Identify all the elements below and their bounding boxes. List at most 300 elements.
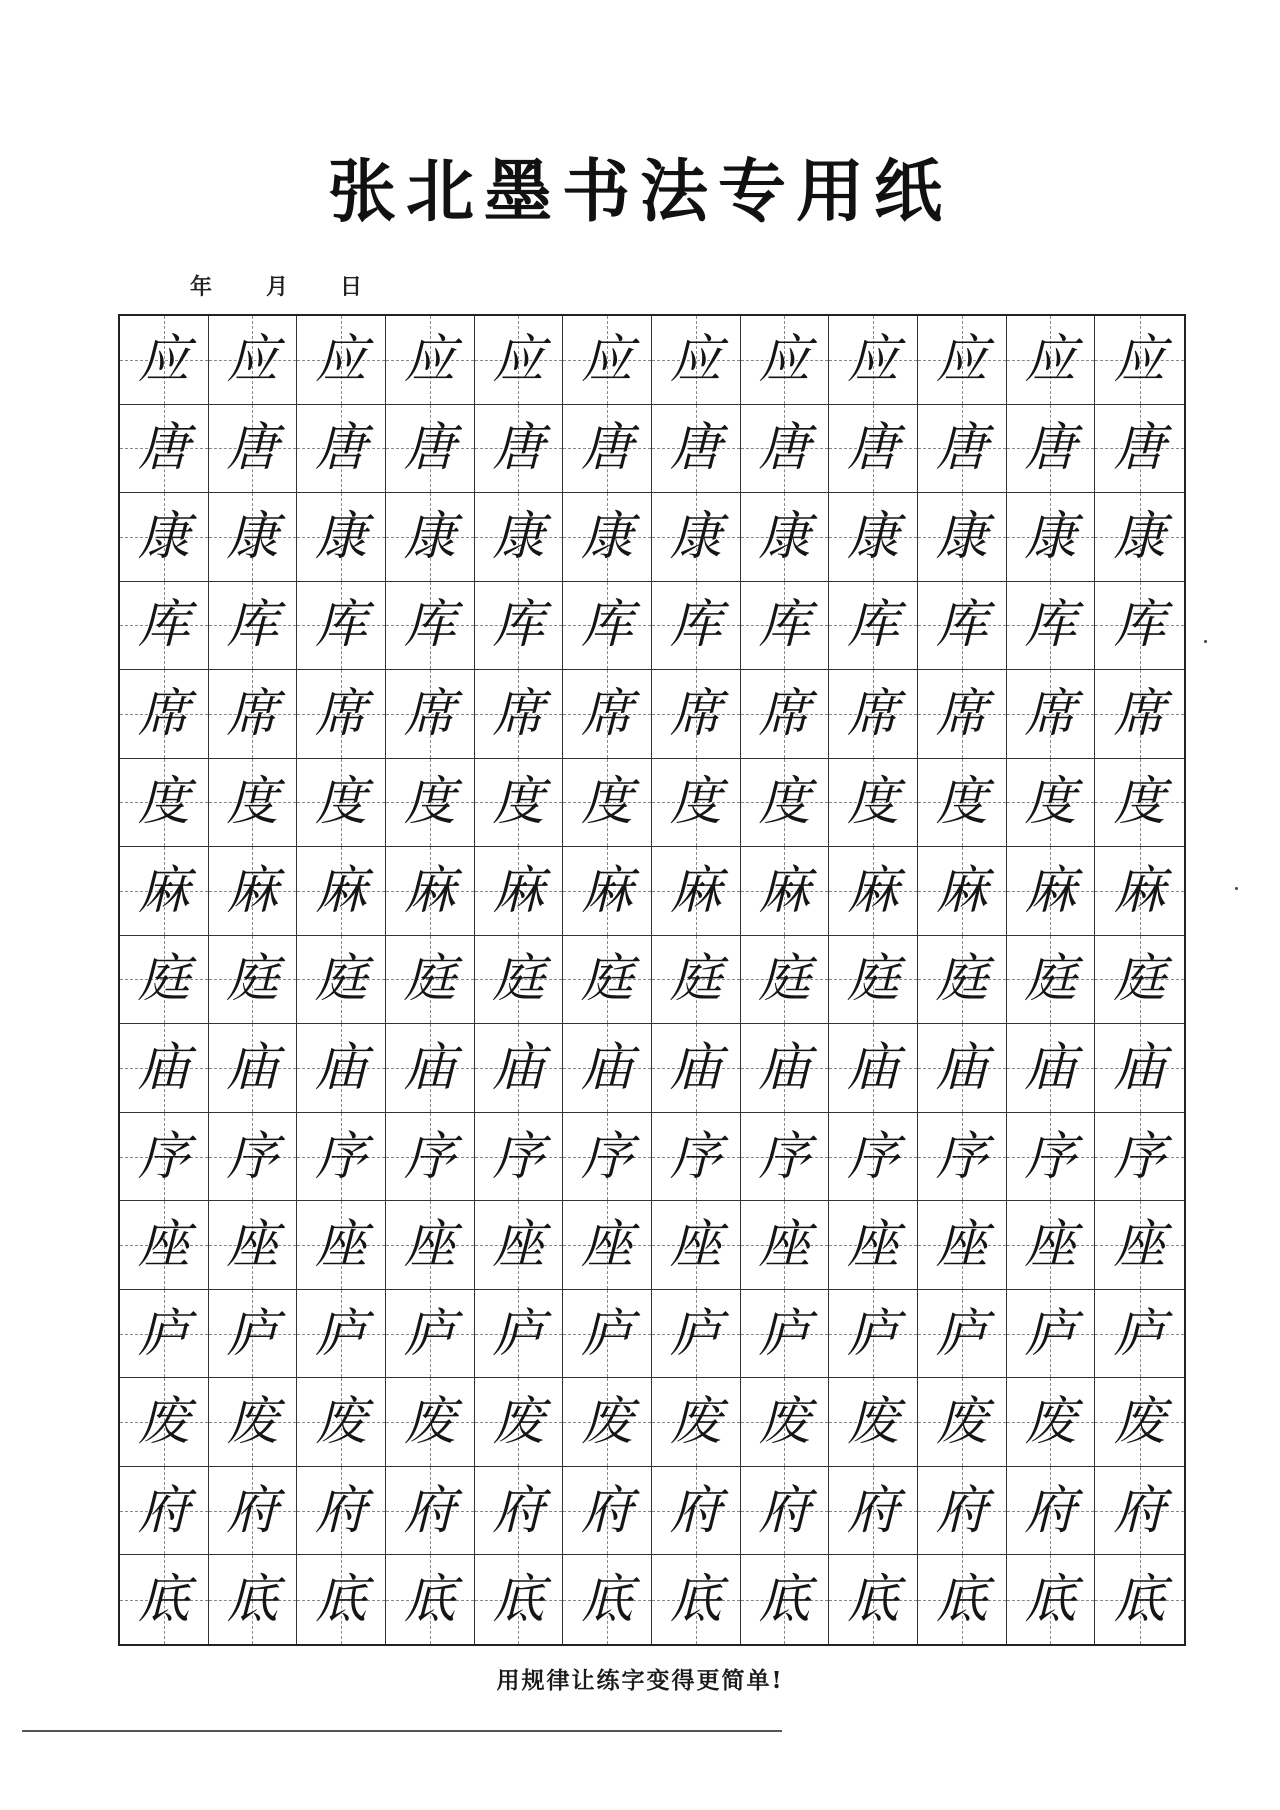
grid-cell — [563, 1201, 652, 1290]
grid-cell — [120, 1024, 209, 1113]
practice-character: 庐 — [669, 1303, 722, 1364]
grid-cell — [120, 1201, 209, 1290]
grid-cell — [297, 316, 386, 405]
practice-character: 康 — [492, 506, 545, 567]
grid-cell — [741, 493, 830, 582]
grid-cell — [120, 582, 209, 671]
practice-character: 庐 — [226, 1303, 279, 1364]
grid-cell — [563, 759, 652, 848]
practice-character: 康 — [581, 506, 634, 567]
practice-character: 库 — [1113, 595, 1166, 656]
practice-character: 库 — [669, 595, 722, 656]
practice-character: 府 — [581, 1480, 634, 1541]
practice-character: 席 — [137, 683, 190, 744]
grid-cell — [120, 1113, 209, 1202]
practice-character: 庐 — [492, 1303, 545, 1364]
practice-character: 府 — [847, 1480, 900, 1541]
practice-character: 应 — [226, 329, 279, 390]
practice-character: 底 — [758, 1569, 811, 1630]
practice-character: 康 — [1113, 506, 1166, 567]
grid-cell — [1095, 936, 1184, 1025]
practice-character: 麻 — [137, 860, 190, 921]
practice-character: 康 — [669, 506, 722, 567]
practice-character: 康 — [847, 506, 900, 567]
practice-character: 序 — [935, 1126, 988, 1187]
grid-cell — [1095, 1113, 1184, 1202]
practice-character: 度 — [1024, 772, 1077, 833]
practice-character: 庐 — [1113, 1303, 1166, 1364]
practice-character: 座 — [1024, 1215, 1077, 1276]
practice-character: 度 — [137, 772, 190, 833]
grid-cell — [829, 582, 918, 671]
grid-cell — [475, 1555, 564, 1644]
grid-cell — [741, 1113, 830, 1202]
grid-cell — [563, 1290, 652, 1379]
practice-character: 庙 — [758, 1038, 811, 1099]
practice-character: 应 — [935, 329, 988, 390]
grid-cell — [563, 936, 652, 1025]
practice-character: 席 — [847, 683, 900, 744]
practice-character: 庭 — [758, 949, 811, 1010]
grid-cell — [652, 1555, 741, 1644]
grid-cell — [918, 847, 1007, 936]
practice-character: 府 — [226, 1480, 279, 1541]
practice-character: 庭 — [847, 949, 900, 1010]
practice-character: 应 — [669, 329, 722, 390]
practice-character: 康 — [315, 506, 368, 567]
grid-cell — [1007, 1378, 1096, 1467]
grid-cell — [741, 847, 830, 936]
grid-cell — [120, 493, 209, 582]
practice-character: 席 — [1113, 683, 1166, 744]
practice-character: 废 — [492, 1392, 545, 1453]
practice-character: 席 — [935, 683, 988, 744]
grid-cell — [563, 582, 652, 671]
practice-character: 府 — [315, 1480, 368, 1541]
grid-cell — [1095, 582, 1184, 671]
practice-character: 底 — [1113, 1569, 1166, 1630]
practice-character: 座 — [137, 1215, 190, 1276]
grid-cell — [918, 405, 1007, 494]
practice-character: 度 — [581, 772, 634, 833]
practice-character: 度 — [758, 772, 811, 833]
grid-cell — [386, 493, 475, 582]
grid-cell — [209, 316, 298, 405]
practice-character: 底 — [226, 1569, 279, 1630]
practice-character: 底 — [137, 1569, 190, 1630]
practice-character: 庐 — [581, 1303, 634, 1364]
practice-character: 度 — [226, 772, 279, 833]
practice-character: 席 — [403, 683, 456, 744]
grid-cell — [386, 670, 475, 759]
practice-character: 康 — [935, 506, 988, 567]
practice-character: 座 — [669, 1215, 722, 1276]
practice-character: 应 — [492, 329, 545, 390]
grid-cell — [386, 316, 475, 405]
grid-cell — [386, 1113, 475, 1202]
practice-character: 康 — [226, 506, 279, 567]
practice-character: 序 — [1113, 1126, 1166, 1187]
grid-cell — [475, 316, 564, 405]
grid-cell — [475, 582, 564, 671]
grid-cell — [829, 1024, 918, 1113]
practice-character: 庙 — [669, 1038, 722, 1099]
practice-character: 庭 — [403, 949, 456, 1010]
grid-cell — [563, 316, 652, 405]
practice-character: 库 — [492, 595, 545, 656]
grid-cell — [475, 759, 564, 848]
grid-cell — [120, 1555, 209, 1644]
practice-character: 康 — [403, 506, 456, 567]
practice-character: 座 — [315, 1215, 368, 1276]
grid-cell — [563, 405, 652, 494]
practice-character: 庐 — [758, 1303, 811, 1364]
grid-cell — [209, 759, 298, 848]
practice-character: 麻 — [581, 860, 634, 921]
grid-cell — [120, 759, 209, 848]
practice-character: 唐 — [315, 418, 368, 479]
practice-character: 唐 — [581, 418, 634, 479]
grid-cell — [741, 759, 830, 848]
practice-character: 府 — [403, 1480, 456, 1541]
grid-cell — [1007, 1467, 1096, 1556]
practice-grid — [118, 314, 1186, 1646]
grid-cell — [652, 936, 741, 1025]
grid-cell — [918, 1467, 1007, 1556]
practice-character: 席 — [315, 683, 368, 744]
practice-character: 库 — [403, 595, 456, 656]
grid-cell — [386, 1378, 475, 1467]
grid-cell — [209, 1113, 298, 1202]
scan-speck — [1204, 640, 1207, 643]
grid-cell — [829, 493, 918, 582]
grid-cell — [297, 1290, 386, 1379]
practice-character: 麻 — [403, 860, 456, 921]
grid-cell — [652, 759, 741, 848]
grid-cell — [209, 847, 298, 936]
practice-character: 废 — [1113, 1392, 1166, 1453]
grid-cell — [209, 1555, 298, 1644]
grid-cell — [209, 1290, 298, 1379]
grid-cell — [652, 405, 741, 494]
practice-character: 庐 — [847, 1303, 900, 1364]
practice-character: 庐 — [403, 1303, 456, 1364]
practice-character: 度 — [403, 772, 456, 833]
practice-character: 庭 — [669, 949, 722, 1010]
grid-cell — [1095, 493, 1184, 582]
grid-cell — [297, 1467, 386, 1556]
grid-cell — [563, 1024, 652, 1113]
grid-cell — [918, 582, 1007, 671]
grid-cell — [209, 1378, 298, 1467]
practice-character: 麻 — [758, 860, 811, 921]
grid-cell — [1007, 316, 1096, 405]
grid-cell — [918, 1378, 1007, 1467]
grid-cell — [741, 1290, 830, 1379]
practice-character: 座 — [403, 1215, 456, 1276]
practice-character: 底 — [935, 1569, 988, 1630]
practice-character: 唐 — [935, 418, 988, 479]
practice-character: 唐 — [1024, 418, 1077, 479]
practice-character: 麻 — [935, 860, 988, 921]
grid-cell — [475, 1290, 564, 1379]
grid-cell — [1095, 316, 1184, 405]
practice-character: 唐 — [226, 418, 279, 479]
grid-cell — [652, 1467, 741, 1556]
grid-cell — [209, 936, 298, 1025]
practice-character: 庙 — [1024, 1038, 1077, 1099]
practice-character: 席 — [758, 683, 811, 744]
grid-cell — [1007, 582, 1096, 671]
date-year-label: 年 — [190, 274, 213, 300]
practice-character: 康 — [758, 506, 811, 567]
grid-cell — [386, 936, 475, 1025]
grid-cell — [386, 582, 475, 671]
grid-cell — [563, 670, 652, 759]
practice-character: 库 — [847, 595, 900, 656]
grid-cell — [829, 1378, 918, 1467]
practice-character: 府 — [1024, 1480, 1077, 1541]
grid-cell — [741, 405, 830, 494]
grid-cell — [918, 1201, 1007, 1290]
practice-character: 席 — [1024, 683, 1077, 744]
practice-character: 庙 — [226, 1038, 279, 1099]
grid-cell — [1095, 670, 1184, 759]
practice-character: 座 — [758, 1215, 811, 1276]
grid-cell — [1007, 405, 1096, 494]
grid-cell — [1095, 759, 1184, 848]
practice-character: 庭 — [226, 949, 279, 1010]
grid-cell — [741, 316, 830, 405]
practice-character: 库 — [935, 595, 988, 656]
practice-character: 库 — [137, 595, 190, 656]
practice-character: 应 — [581, 329, 634, 390]
practice-character: 底 — [581, 1569, 634, 1630]
practice-character: 席 — [669, 683, 722, 744]
practice-character: 府 — [1113, 1480, 1166, 1541]
practice-character: 座 — [226, 1215, 279, 1276]
grid-cell — [475, 1467, 564, 1556]
grid-cell — [652, 316, 741, 405]
grid-cell — [741, 1201, 830, 1290]
practice-character: 唐 — [137, 418, 190, 479]
grid-cell — [563, 847, 652, 936]
practice-character: 座 — [492, 1215, 545, 1276]
practice-character: 度 — [669, 772, 722, 833]
grid-cell — [386, 1467, 475, 1556]
practice-character: 序 — [226, 1126, 279, 1187]
grid-cell — [120, 1467, 209, 1556]
grid-cell — [829, 405, 918, 494]
grid-cell — [209, 582, 298, 671]
grid-cell — [120, 405, 209, 494]
grid-cell — [475, 670, 564, 759]
practice-character: 庭 — [935, 949, 988, 1010]
grid-cell — [563, 1113, 652, 1202]
practice-character: 座 — [847, 1215, 900, 1276]
grid-cell — [652, 847, 741, 936]
practice-character: 庙 — [1113, 1038, 1166, 1099]
grid-cell — [652, 1024, 741, 1113]
page-title: 张北墨书法专用纸 — [327, 152, 952, 232]
practice-character: 废 — [226, 1392, 279, 1453]
practice-character: 应 — [847, 329, 900, 390]
practice-character: 应 — [758, 329, 811, 390]
practice-character: 废 — [315, 1392, 368, 1453]
grid-cell — [1095, 847, 1184, 936]
practice-character: 府 — [758, 1480, 811, 1541]
grid-cell — [741, 1378, 830, 1467]
grid-cell — [918, 493, 1007, 582]
grid-cell — [918, 1555, 1007, 1644]
practice-character: 库 — [581, 595, 634, 656]
practice-character: 府 — [137, 1480, 190, 1541]
practice-character: 庭 — [1024, 949, 1077, 1010]
practice-character: 席 — [226, 683, 279, 744]
grid-cell — [563, 493, 652, 582]
practice-character: 庙 — [492, 1038, 545, 1099]
practice-character: 唐 — [847, 418, 900, 479]
date-day-label: 日 — [340, 274, 363, 300]
grid-cell — [1007, 847, 1096, 936]
practice-character: 度 — [935, 772, 988, 833]
grid-cell — [120, 1290, 209, 1379]
practice-character: 唐 — [403, 418, 456, 479]
grid-cell — [1007, 670, 1096, 759]
practice-character: 康 — [137, 506, 190, 567]
practice-character: 废 — [758, 1392, 811, 1453]
practice-character: 座 — [935, 1215, 988, 1276]
grid-cell — [918, 1290, 1007, 1379]
scan-edge-line — [22, 1730, 782, 1732]
practice-character: 序 — [758, 1126, 811, 1187]
practice-character: 序 — [847, 1126, 900, 1187]
grid-cell — [652, 1290, 741, 1379]
grid-cell — [475, 1201, 564, 1290]
grid-cell — [741, 670, 830, 759]
grid-cell — [652, 1378, 741, 1467]
grid-cell — [829, 759, 918, 848]
practice-character: 废 — [1024, 1392, 1077, 1453]
grid-cell — [475, 405, 564, 494]
practice-character: 庙 — [315, 1038, 368, 1099]
practice-character: 底 — [403, 1569, 456, 1630]
practice-character: 唐 — [492, 418, 545, 479]
practice-character: 席 — [492, 683, 545, 744]
grid-cell — [652, 493, 741, 582]
grid-cell — [918, 936, 1007, 1025]
grid-cell — [652, 1113, 741, 1202]
practice-character: 库 — [758, 595, 811, 656]
practice-character: 庭 — [581, 949, 634, 1010]
grid-cell — [652, 582, 741, 671]
practice-character: 序 — [315, 1126, 368, 1187]
grid-cell — [1007, 936, 1096, 1025]
grid-cell — [209, 1467, 298, 1556]
practice-character: 度 — [1113, 772, 1166, 833]
grid-cell — [1095, 1024, 1184, 1113]
practice-character: 麻 — [1024, 860, 1077, 921]
grid-cell — [1007, 1555, 1096, 1644]
grid-cell — [741, 1024, 830, 1113]
grid-cell — [120, 316, 209, 405]
practice-character: 府 — [935, 1480, 988, 1541]
practice-character: 府 — [669, 1480, 722, 1541]
practice-character: 麻 — [1113, 860, 1166, 921]
grid-cell — [209, 405, 298, 494]
practice-character: 庐 — [315, 1303, 368, 1364]
grid-cell — [829, 1290, 918, 1379]
grid-cell — [829, 1201, 918, 1290]
practice-character: 唐 — [1113, 418, 1166, 479]
practice-character: 康 — [1024, 506, 1077, 567]
practice-character: 库 — [226, 595, 279, 656]
grid-cell — [386, 1290, 475, 1379]
practice-character: 府 — [492, 1480, 545, 1541]
grid-cell — [475, 1024, 564, 1113]
grid-cell — [209, 1201, 298, 1290]
grid-cell — [1095, 1378, 1184, 1467]
practice-character: 麻 — [669, 860, 722, 921]
grid-cell — [297, 847, 386, 936]
grid-cell — [829, 316, 918, 405]
practice-character: 庭 — [137, 949, 190, 1010]
grid-cell — [386, 1555, 475, 1644]
practice-character: 序 — [403, 1126, 456, 1187]
practice-character: 麻 — [847, 860, 900, 921]
grid-cell — [741, 936, 830, 1025]
grid-cell — [1007, 1024, 1096, 1113]
grid-cell — [386, 405, 475, 494]
grid-cell — [297, 1201, 386, 1290]
practice-character: 度 — [492, 772, 545, 833]
practice-character: 底 — [315, 1569, 368, 1630]
grid-cell — [475, 847, 564, 936]
practice-character: 庭 — [1113, 949, 1166, 1010]
grid-cell — [652, 670, 741, 759]
practice-character: 席 — [581, 683, 634, 744]
grid-cell — [386, 1201, 475, 1290]
grid-cell — [918, 670, 1007, 759]
grid-cell — [120, 1378, 209, 1467]
grid-cell — [386, 1024, 475, 1113]
grid-cell — [386, 759, 475, 848]
practice-character: 庙 — [847, 1038, 900, 1099]
practice-character: 应 — [1113, 329, 1166, 390]
grid-cell — [1095, 1555, 1184, 1644]
practice-character: 应 — [315, 329, 368, 390]
practice-character: 度 — [315, 772, 368, 833]
grid-cell — [829, 1113, 918, 1202]
grid-cell — [1007, 1113, 1096, 1202]
grid-cell — [563, 1467, 652, 1556]
grid-cell — [829, 1555, 918, 1644]
practice-character: 库 — [1024, 595, 1077, 656]
grid-cell — [918, 1113, 1007, 1202]
practice-character: 废 — [581, 1392, 634, 1453]
practice-character: 应 — [137, 329, 190, 390]
practice-character: 庙 — [137, 1038, 190, 1099]
practice-character: 底 — [1024, 1569, 1077, 1630]
grid-cell — [1095, 405, 1184, 494]
grid-cell — [120, 936, 209, 1025]
grid-cell — [829, 1467, 918, 1556]
grid-cell — [475, 493, 564, 582]
practice-character: 序 — [581, 1126, 634, 1187]
grid-cell — [829, 670, 918, 759]
grid-cell — [741, 1555, 830, 1644]
practice-character: 座 — [1113, 1215, 1166, 1276]
